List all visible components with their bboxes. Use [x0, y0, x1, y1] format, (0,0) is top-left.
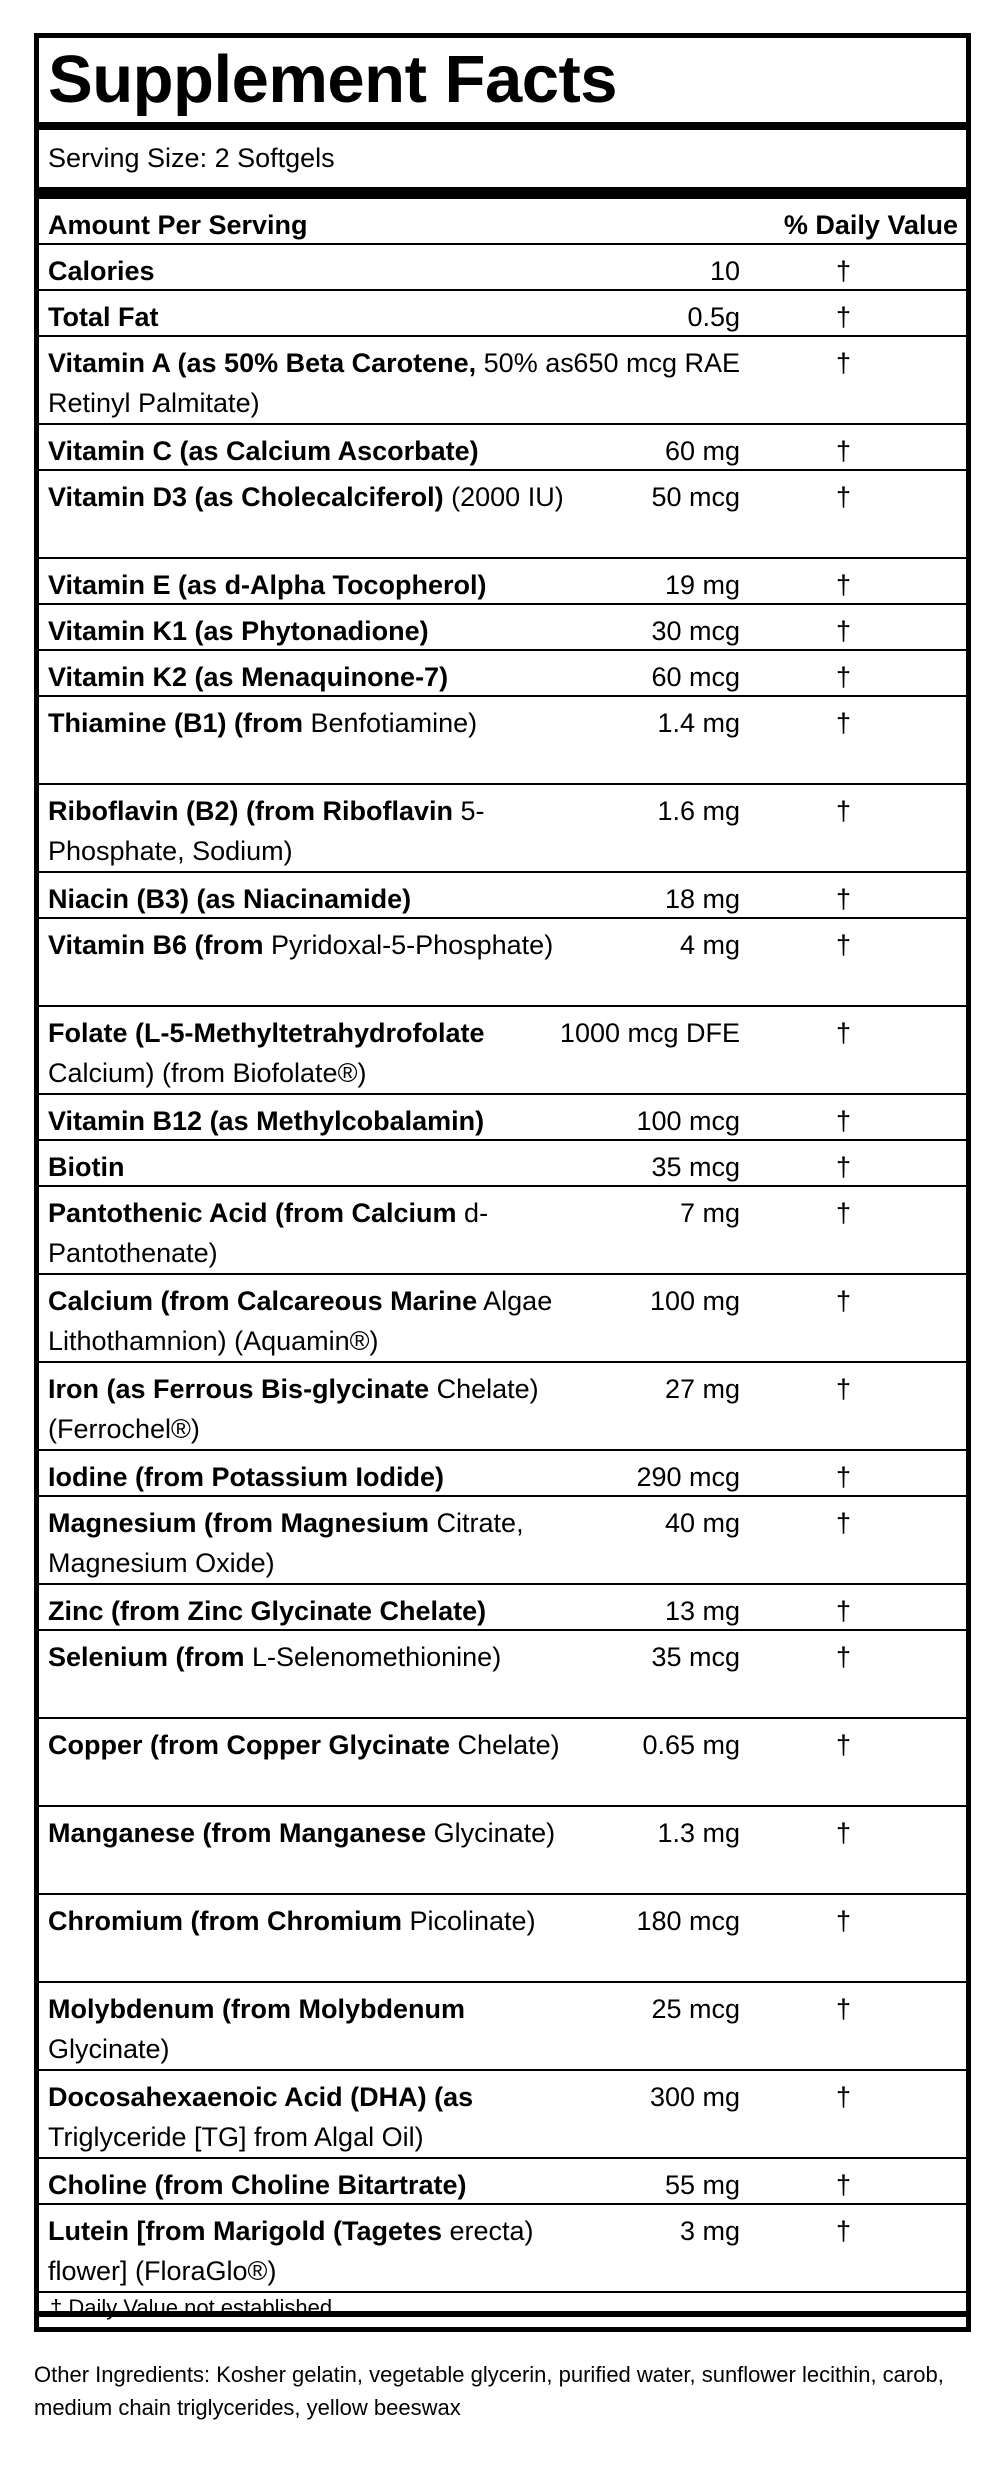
daily-value-mark: † — [836, 1596, 852, 1626]
nutrient-name — [48, 1637, 578, 1677]
table-row — [39, 1895, 966, 1983]
table-row — [39, 1275, 966, 1363]
nutrient-amount: 25 mcg — [651, 1994, 740, 2024]
nutrient-name-bold: Vitamin B6 (from — [48, 930, 264, 960]
nutrient-name-bold: Docosahexaenoic Acid (DHA) (as — [48, 2082, 474, 2112]
nutrient-amount: 35 mcg — [651, 1152, 740, 1182]
nutrient-name — [48, 925, 578, 965]
daily-value-mark: † — [836, 1642, 852, 1672]
nutrient-rows — [39, 245, 966, 2293]
nutrient-name-bold: Riboflavin (B2) (from Riboflavin — [48, 796, 453, 826]
nutrient-amount: 0.65 mg — [642, 1730, 740, 1760]
nutrient-name-bold: Thiamine (B1) (from — [48, 708, 304, 738]
nutrient-source: Chelate) — [450, 1730, 560, 1760]
nutrient-source: d-Pantothenate) — [48, 1198, 489, 1268]
nutrient-amount: 3 mg — [679, 2216, 740, 2246]
daily-value-mark: † — [836, 1106, 852, 1136]
table-row — [39, 1451, 966, 1497]
table-row — [39, 697, 966, 785]
nutrient-name — [48, 703, 578, 743]
daily-value-mark: † — [836, 2170, 852, 2200]
table-row — [39, 1631, 966, 1719]
nutrient-source: Glycinate) — [48, 2034, 170, 2064]
daily-value-mark: † — [836, 2082, 852, 2112]
nutrient-source: erecta) flower] (FloraGlo®) — [48, 2216, 534, 2286]
nutrient-name — [48, 791, 578, 871]
table-row — [39, 425, 966, 471]
nutrient-name — [48, 1901, 578, 1941]
nutrient-amount: 60 mcg — [651, 662, 740, 692]
panel-title: Supplement Facts — [48, 42, 618, 117]
nutrient-source: Glycinate) — [426, 1818, 556, 1848]
daily-value-mark: † — [836, 2216, 852, 2246]
nutrient-source: Picolinate) — [402, 1906, 536, 1936]
nutrient-name — [48, 1193, 578, 1273]
nutrient-name — [48, 1457, 578, 1497]
nutrient-amount: 13 mg — [664, 1596, 740, 1626]
daily-value-mark: † — [836, 1152, 852, 1182]
table-row — [39, 559, 966, 605]
nutrient-source: (2000 IU) — [443, 482, 564, 512]
footnote: † Daily Value not established. — [50, 2295, 339, 2320]
nutrient-source: 5-Phosphate, Sodium) — [48, 796, 485, 866]
nutrient-source: Citrate, Magnesium Oxide) — [48, 1508, 524, 1578]
daily-value-mark: † — [836, 1374, 852, 1404]
table-row — [39, 1363, 966, 1451]
nutrient-amount: 30 mcg — [651, 616, 740, 646]
nutrient-name — [48, 1989, 578, 2069]
nutrient-name — [48, 1147, 578, 1187]
table-row — [39, 1807, 966, 1895]
nutrient-amount: 180 mcg — [636, 1906, 740, 1936]
nutrient-amount: 18 mg — [664, 884, 740, 914]
serving-divider — [39, 187, 966, 199]
table-row — [39, 291, 966, 337]
nutrient-amount: 40 mg — [664, 1508, 740, 1538]
nutrient-name — [48, 1281, 578, 1361]
nutrient-name-bold: Lutein [from Marigold (Tagetes — [48, 2216, 443, 2246]
daily-value-mark: † — [836, 302, 852, 332]
nutrient-name-bold: Folate (L-5-Methyltetrahydrofolate — [48, 1018, 485, 1048]
nutrient-name-bold: Chromium (from Chromium — [48, 1906, 402, 1936]
daily-value-mark: † — [836, 1462, 852, 1492]
nutrient-amount: 0.5g — [687, 302, 740, 332]
nutrient-name — [48, 565, 578, 605]
daily-value-mark: † — [836, 1286, 852, 1316]
title-divider — [39, 122, 966, 130]
nutrient-name — [48, 251, 578, 291]
nutrient-name-bold: Selenium (from — [48, 1642, 245, 1672]
daily-value-mark: † — [836, 1994, 852, 2024]
nutrient-amount: 50 mcg — [651, 482, 740, 512]
nutrient-amount: 1.3 mg — [657, 1818, 740, 1848]
nutrient-name — [48, 1101, 578, 1141]
nutrient-amount: 300 mg — [649, 2082, 740, 2112]
table-row — [39, 471, 966, 559]
daily-value-label: % Daily Value — [783, 210, 958, 240]
nutrient-amount: 290 mcg — [636, 1462, 740, 1492]
nutrient-amount: 10 — [709, 256, 740, 286]
table-header — [39, 199, 966, 245]
table-row — [39, 785, 966, 873]
daily-value-mark: † — [836, 930, 852, 960]
other-ingredients: Other Ingredients: Kosher gelatin, vegetable glycerin, purified water, sunflower lecithin, carob, medium chain triglycerides, yellow beeswax — [34, 2362, 944, 2420]
daily-value-mark: † — [836, 348, 852, 378]
nutrient-name — [48, 2211, 578, 2291]
nutrient-name-bold: Manganese (from Manganese — [48, 1818, 427, 1848]
daily-value-mark: † — [836, 884, 852, 914]
nutrient-name — [48, 657, 578, 697]
table-row — [39, 2205, 966, 2293]
daily-value-mark: † — [836, 1198, 852, 1228]
serving-size: Serving Size: 2 Softgels — [48, 143, 335, 173]
nutrient-name-bold: Choline (from Choline Bitartrate) — [48, 2170, 467, 2200]
table-row — [39, 651, 966, 697]
nutrient-source: L-Selenomethionine) — [244, 1642, 502, 1672]
nutrient-name-bold: Pantothenic Acid (from Calcium — [48, 1198, 457, 1228]
daily-value-mark: † — [836, 796, 852, 826]
nutrient-amount: 100 mcg — [636, 1106, 740, 1136]
nutrient-amount: 60 mg — [664, 436, 740, 466]
nutrient-amount: 4 mg — [679, 930, 740, 960]
table-row — [39, 1095, 966, 1141]
nutrient-name — [48, 1725, 578, 1765]
nutrient-source: Triglyceride [TG] from Algal Oil) — [48, 2122, 424, 2152]
nutrient-name — [48, 343, 578, 423]
nutrient-source: Pyridoxal-5-Phosphate) — [263, 930, 554, 960]
nutrient-amount: 1.6 mg — [657, 796, 740, 826]
nutrient-source: Algae Lithothamnion) (Aquamin®) — [48, 1286, 553, 1356]
daily-value-mark: † — [836, 436, 852, 466]
nutrient-amount: 1.4 mg — [657, 708, 740, 738]
nutrient-amount: 19 mg — [664, 570, 740, 600]
nutrient-name-bold: Vitamin A (as 50% Beta Carotene, — [48, 348, 477, 378]
nutrient-name — [48, 2077, 578, 2157]
nutrient-amount: 35 mcg — [651, 1642, 740, 1672]
nutrient-name-bold: Iodine (from Potassium Iodide) — [48, 1462, 445, 1492]
nutrient-source: Benfotiamine) — [303, 708, 478, 738]
amount-per-serving-label: Amount Per Serving — [48, 210, 308, 240]
nutrient-name-bold: Total Fat — [48, 302, 159, 332]
table-row — [39, 1497, 966, 1585]
nutrient-name — [48, 1013, 578, 1093]
table-row — [39, 2071, 966, 2159]
daily-value-mark: † — [836, 1906, 852, 1936]
daily-value-mark: † — [836, 662, 852, 692]
table-row — [39, 1983, 966, 2071]
nutrient-name-bold: Vitamin B12 (as Methylcobalamin) — [48, 1106, 485, 1136]
table-row — [39, 919, 966, 1007]
nutrient-name — [48, 1813, 578, 1853]
nutrient-name — [48, 611, 578, 651]
table-row — [39, 873, 966, 919]
nutrient-name-bold: Magnesium (from Magnesium — [48, 1508, 430, 1538]
table-row — [39, 2159, 966, 2205]
table-row — [39, 1719, 966, 1807]
daily-value-mark: † — [836, 482, 852, 512]
table-row — [39, 1141, 966, 1187]
nutrient-name — [48, 1591, 578, 1631]
table-row — [39, 245, 966, 291]
nutrient-amount: 27 mg — [664, 1374, 740, 1404]
nutrient-name-bold: Calcium (from Calcareous Marine — [48, 1286, 478, 1316]
daily-value-mark: † — [836, 570, 852, 600]
nutrient-name-bold: Niacin (B3) (as Niacinamide) — [48, 884, 412, 914]
nutrient-name-bold: Iron (as Ferrous Bis-glycinate — [48, 1374, 430, 1404]
daily-value-mark: † — [836, 1018, 852, 1048]
nutrient-name-bold: Molybdenum (from Molybdenum — [48, 1994, 465, 2024]
nutrient-source: Calcium) (from Biofolate®) — [48, 1058, 367, 1088]
nutrient-name-bold: Vitamin K2 (as Menaquinone-7) — [48, 662, 449, 692]
table-row — [39, 1585, 966, 1631]
table-row — [39, 1187, 966, 1275]
nutrient-name — [48, 431, 578, 471]
nutrient-name-bold: Copper (from Copper Glycinate — [48, 1730, 451, 1760]
daily-value-mark: † — [836, 256, 852, 286]
table-row — [39, 337, 966, 425]
nutrient-source: 50% as Retinyl Palmitate) — [48, 348, 574, 418]
daily-value-mark: † — [836, 1730, 852, 1760]
nutrient-amount: 100 mg — [649, 1286, 740, 1316]
nutrient-name — [48, 1369, 578, 1449]
nutrient-name — [48, 2165, 578, 2205]
table-row — [39, 605, 966, 651]
nutrient-name — [48, 1503, 578, 1583]
nutrient-name-bold: Vitamin K1 (as Phytonadione) — [48, 616, 429, 646]
nutrient-name-bold: Calories — [48, 256, 155, 286]
nutrient-name-bold: Zinc (from Zinc Glycinate Chelate) — [48, 1596, 487, 1626]
nutrient-name-bold: Vitamin E (as d-Alpha Tocopherol) — [48, 570, 487, 600]
supplement-facts-panel — [34, 33, 971, 2332]
nutrient-name — [48, 297, 578, 337]
daily-value-mark: † — [836, 1818, 852, 1848]
nutrient-name-bold: Vitamin D3 (as Cholecalciferol) — [48, 482, 444, 512]
nutrient-amount: 1000 mcg DFE — [559, 1018, 740, 1048]
nutrient-amount: 7 mg — [679, 1198, 740, 1228]
nutrient-name — [48, 477, 578, 517]
nutrient-name — [48, 879, 578, 919]
daily-value-mark: † — [836, 1508, 852, 1538]
table-row — [39, 1007, 966, 1095]
daily-value-mark: † — [836, 616, 852, 646]
nutrient-name-bold: Vitamin C (as Calcium Ascorbate) — [48, 436, 479, 466]
nutrient-amount: 650 mcg RAE — [573, 348, 740, 378]
nutrient-name-bold: Biotin — [48, 1152, 125, 1182]
nutrient-amount: 55 mg — [664, 2170, 740, 2200]
daily-value-mark: † — [836, 708, 852, 738]
nutrient-source: Chelate) (Ferrochel®) — [48, 1374, 539, 1444]
